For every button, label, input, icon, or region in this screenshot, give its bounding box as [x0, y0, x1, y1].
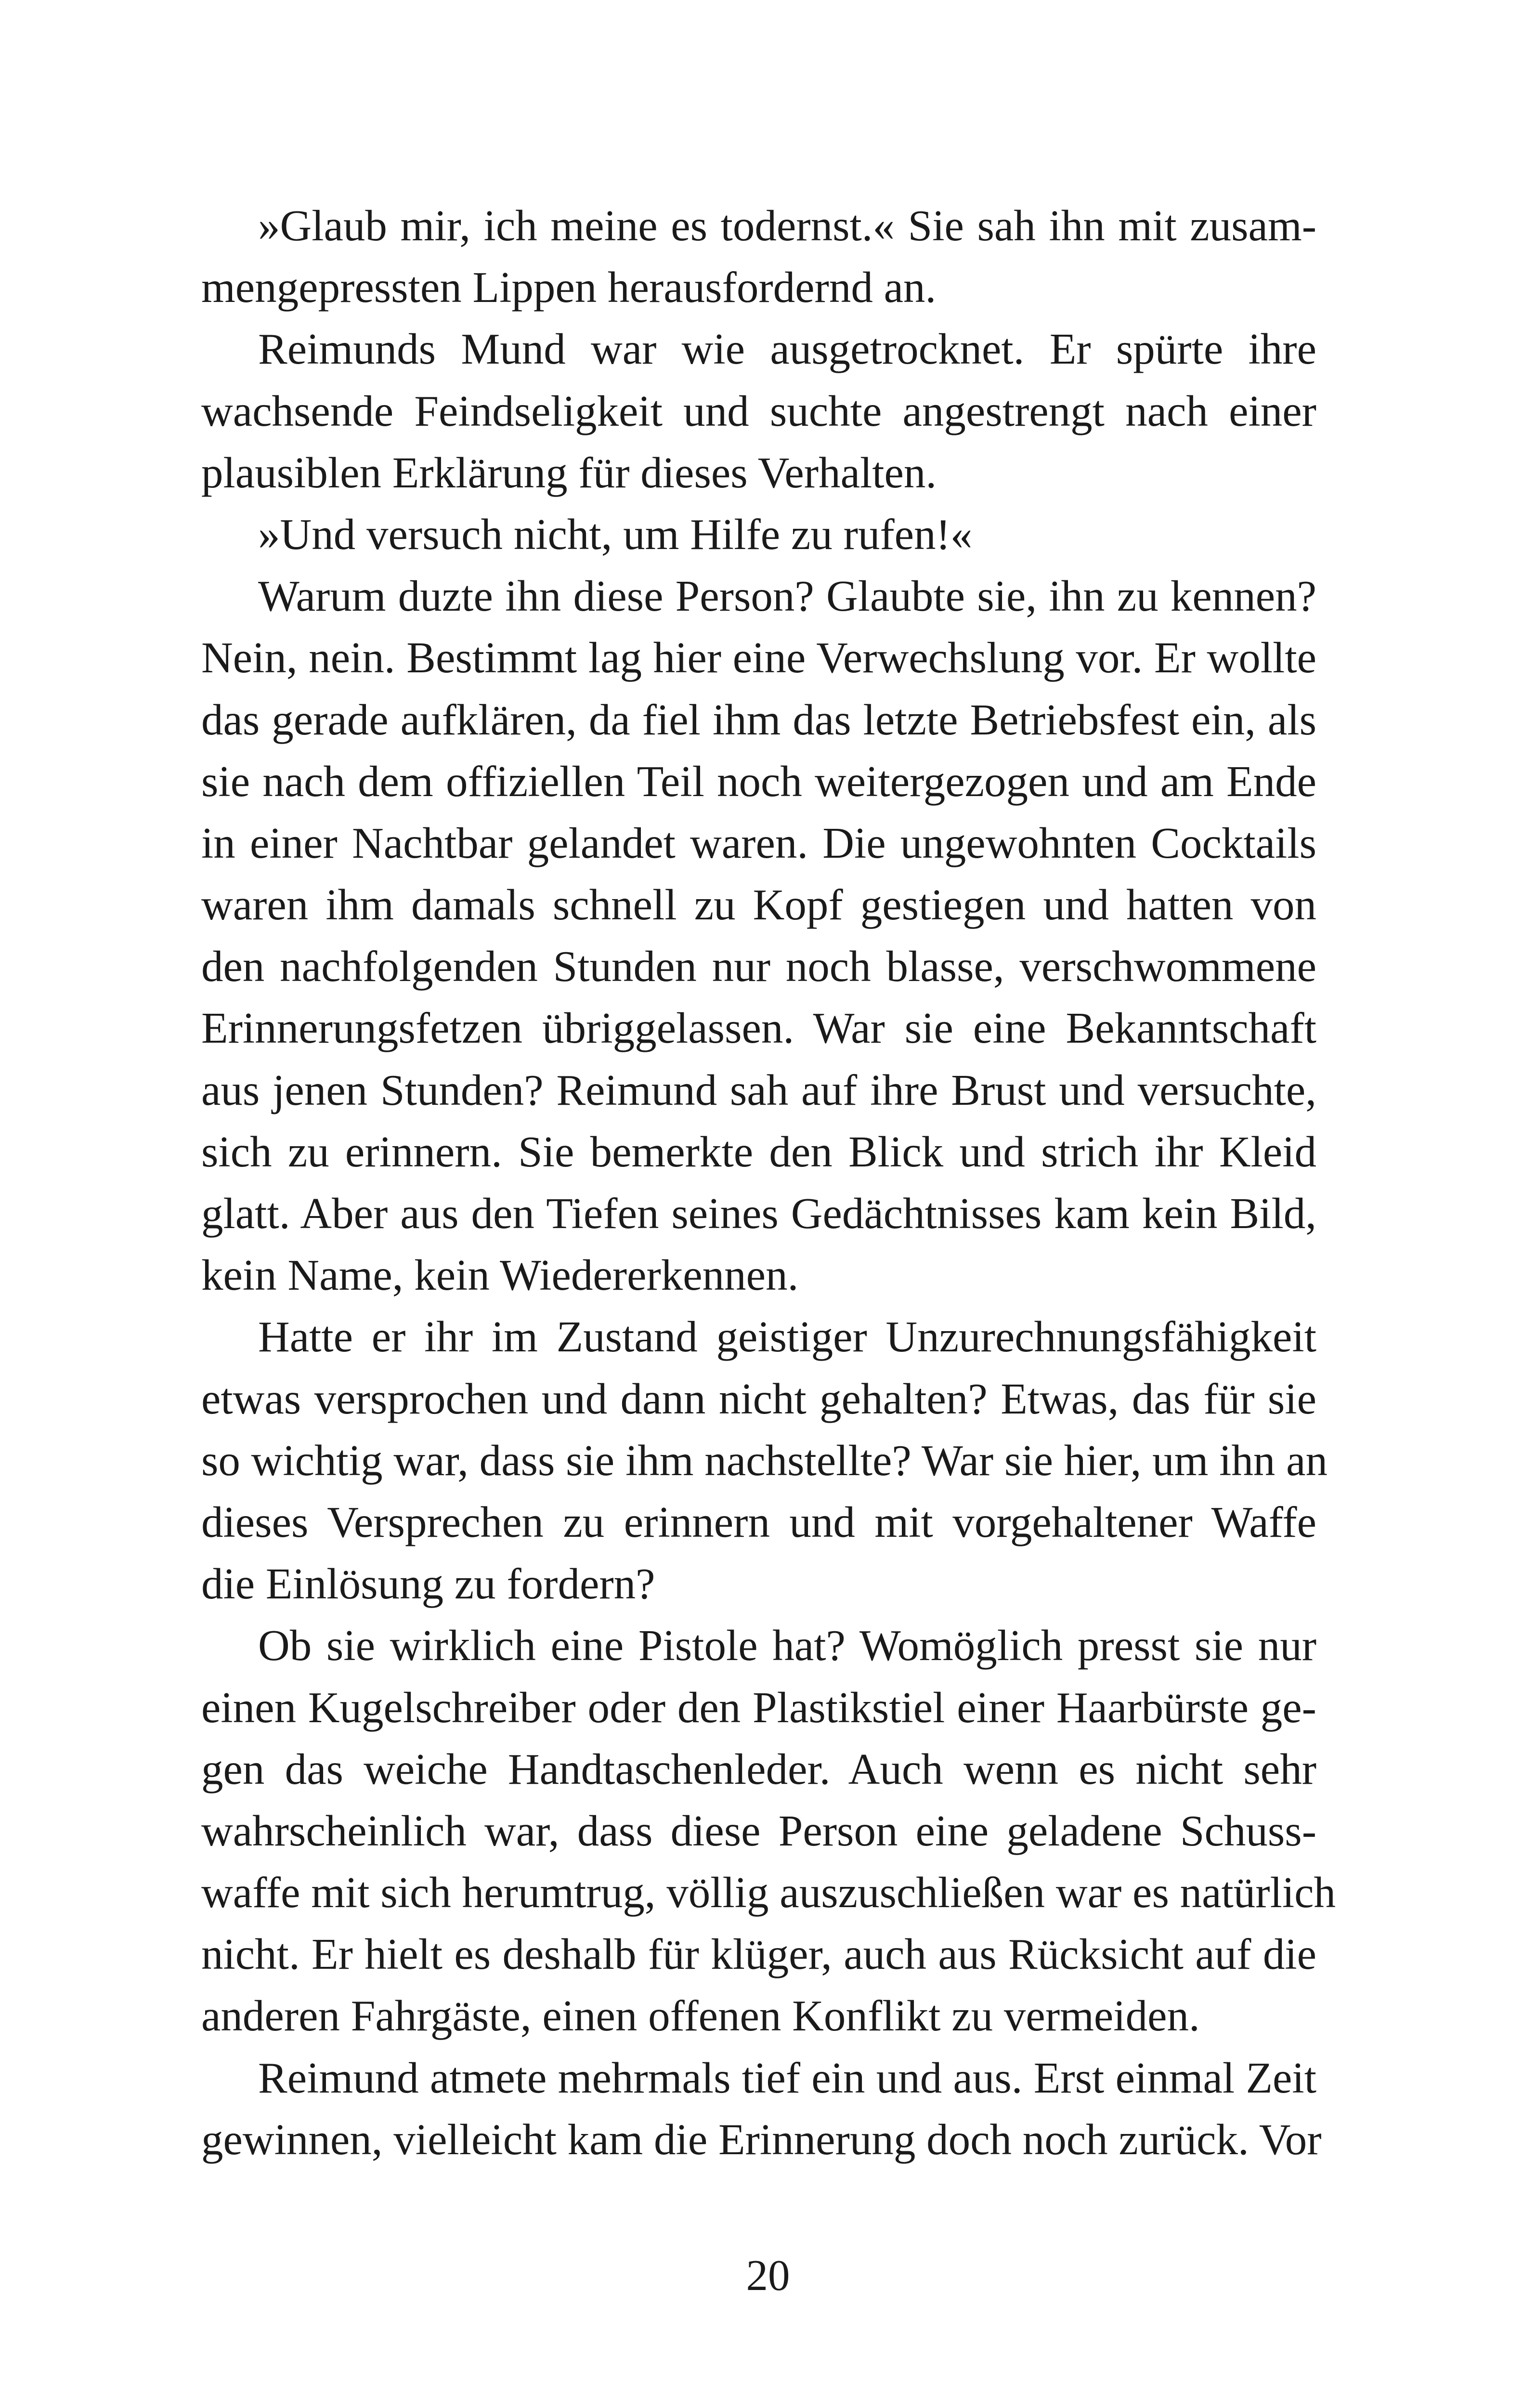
text-line: gewinnen, vielleicht kam die Erinnerung doch noch zurück. Vor: [201, 2115, 1322, 2164]
text-line: wachsende Feindseligkeit und suchte angestrengt nach einer: [201, 386, 1316, 435]
text-line: Reimunds Mund war wie ausgetrocknet. Er spürte ihre: [258, 325, 1316, 374]
text-line: in einer Nachtbar gelandet waren. Die ungewohnten Cocktails: [201, 818, 1316, 867]
text-line: »Und versuch nicht, um Hilfe zu rufen!«: [258, 510, 973, 559]
text-line: die Einlösung zu fordern?: [201, 1559, 655, 1609]
text-line: sich zu erinnern. Sie bemerkte den Blick und strich ihr Kleid: [201, 1127, 1316, 1176]
text-line: glatt. Aber aus den Tiefen seines Gedächtnisses kam kein Bild,: [201, 1189, 1316, 1238]
text-line: mengepressten Lippen herausfordernd an.: [201, 263, 937, 312]
text-line: etwas versprochen und dann nicht gehalten? Etwas, das für sie: [201, 1374, 1316, 1423]
text-line: gen das weiche Handtaschenleder. Auch wenn es nicht sehr: [201, 1744, 1316, 1793]
paragraph: [201, 2047, 1322, 2171]
paragraph: [201, 318, 1316, 504]
text-line: Erinnerungsfetzen übriggelassen. War sie eine Bekanntschaft: [201, 1004, 1316, 1053]
text-line: Ob sie wirklich eine Pistole hat? Womöglich presst sie nur: [258, 1621, 1316, 1670]
text-line: waren ihm damals schnell zu Kopf gestiegen und hatten von: [201, 880, 1316, 929]
text-line: anderen Fahrgäste, einen offenen Konflikt zu vermeiden.: [201, 1991, 1200, 2041]
text-line: wahrscheinlich war, dass diese Person eine geladene Schuss-: [201, 1806, 1316, 1855]
text-line: Warum duzte ihn diese Person? Glaubte sie, ihn zu kennen?: [258, 572, 1316, 621]
text-line: kein Name, kein Wiedererkennen.: [201, 1251, 799, 1300]
text-line: den nachfolgenden Stunden nur noch blasse, verschwommene: [201, 942, 1316, 991]
text-line: dieses Versprechen zu erinnern und mit vorgehaltener Waffe: [201, 1497, 1316, 1546]
text-line: sie nach dem offiziellen Teil noch weitergezogen und am Ende: [201, 757, 1316, 806]
text-line: das gerade aufklären, da fiel ihm das letzte Betriebsfest ein, als: [201, 695, 1316, 744]
text-line: nicht. Er hielt es deshalb für klüger, auch aus Rücksicht auf die: [201, 1930, 1316, 1979]
text-line: »Glaub mir, ich meine es todernst.« Sie sah ihn mit zusam-: [258, 201, 1316, 250]
text-line: einen Kugelschreiber oder den Plastikstiel einer Haarbürste ge-: [201, 1683, 1316, 1732]
page-number: 20: [746, 2251, 790, 2300]
text-line: Nein, nein. Bestimmt lag hier eine Verwechslung vor. Er wollte: [201, 633, 1316, 682]
text-line: Hatte er ihr im Zustand geistiger Unzurechnungsfähigkeit: [258, 1312, 1316, 1361]
text-line: plausiblen Erklärung für dieses Verhalten.: [201, 448, 937, 497]
paragraph: [201, 195, 1316, 318]
body-text: [201, 195, 1336, 2171]
text-line: waffe mit sich herumtrug, völlig auszuschließen war es natürlich: [201, 1868, 1336, 1917]
text-line: aus jenen Stunden? Reimund sah auf ihre Brust und versuchte,: [201, 1065, 1316, 1114]
paragraph: [201, 565, 1316, 1306]
paragraph: [201, 1306, 1328, 1615]
paragraph: [201, 504, 1316, 565]
text-line: so wichtig war, dass sie ihm nachstellte? War sie hier, um ihn an: [201, 1436, 1328, 1485]
paragraph: [201, 1615, 1336, 2047]
text-line: Reimund atmete mehrmals tief ein und aus. Erst einmal Zeit: [258, 2053, 1316, 2102]
